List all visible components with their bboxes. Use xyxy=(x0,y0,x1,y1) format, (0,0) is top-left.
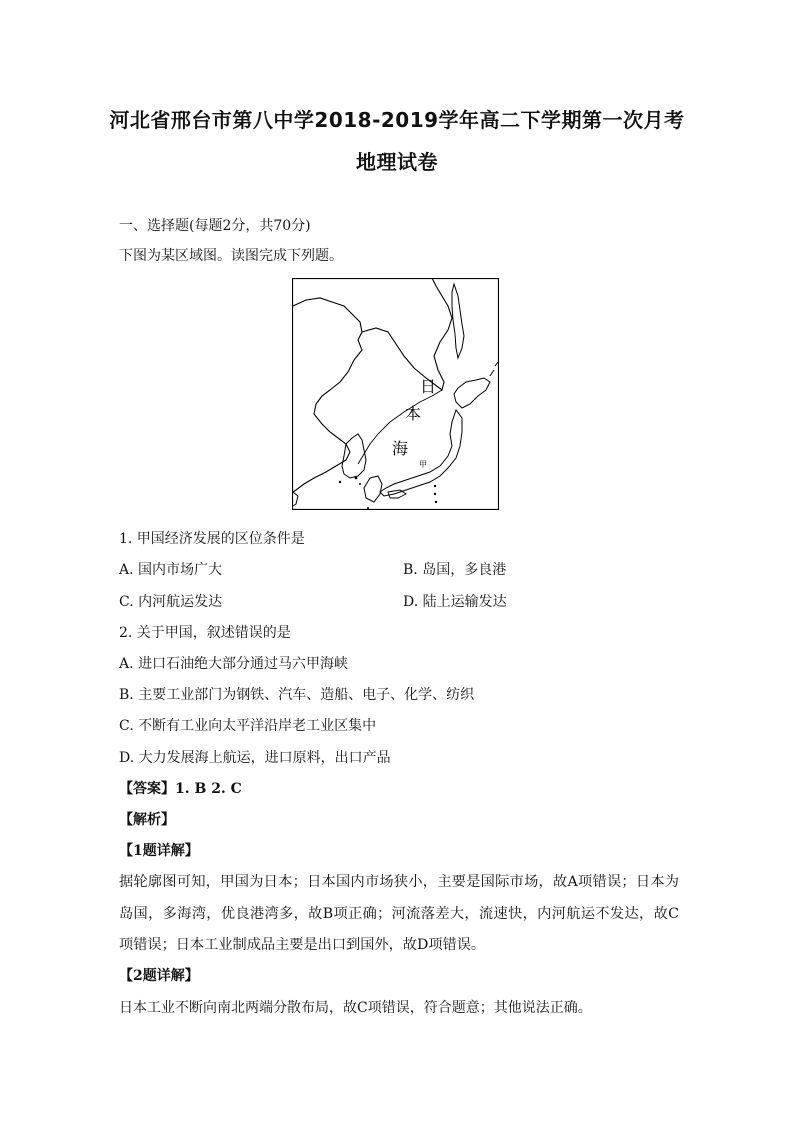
q1-option-d: D. 陆上运输发达 xyxy=(403,594,507,610)
q2-stem: 2. 关于甲国，叙述错误的是 xyxy=(119,625,291,641)
region-map xyxy=(292,278,499,510)
map-marker-jia: 甲 xyxy=(419,460,427,469)
map-frame xyxy=(293,279,499,510)
question-intro: 下图为某区域图。读图完成下列题。 xyxy=(119,248,343,264)
detail2-text: 日本工业不断向南北两端分散布局，故C项错误，符合题意；其他说法正确。 xyxy=(119,1000,592,1016)
map-label-ri: 日 xyxy=(419,377,437,396)
map-label-hai: 海 xyxy=(391,439,409,458)
q1-option-c: C. 内河航运发达 xyxy=(119,594,223,610)
q2-option-a: A. 进口石油绝大部分通过马六甲海峡 xyxy=(119,656,349,672)
section-heading: 一、选择题(每题2分，共70分) xyxy=(119,218,311,234)
map-label-ben: 本 xyxy=(404,404,422,423)
document-subtitle: 地理试卷 xyxy=(356,150,438,174)
q2-option-d: D. 大力发展海上航运，进口原料，出口产品 xyxy=(119,750,391,766)
detail1-heading: 【1题详解】 xyxy=(119,843,199,859)
q1-option-b: B. 岛国，多良港 xyxy=(403,562,507,578)
q1-option-a: A. 国内市场广大 xyxy=(119,562,223,578)
document-title: 河北省邢台市第八中学2018-2019学年高二下学期第一次月考 xyxy=(109,108,685,132)
q2-option-c: C. 不断有工业向太平洋沿岸老工业区集中 xyxy=(119,718,377,734)
q2-option-b: B. 主要工业部门为钢铁、汽车、造船、电子、化学、纺织 xyxy=(119,687,475,703)
answer-line: 【答案】1. B 2. C xyxy=(119,781,242,797)
detail1-text: 据轮廓图可知，甲国为日本；日本国内市场狭小，主要是国际市场，故A项错误；日本为岛国，多海湾，优良港湾多，故B项正确；河流落差大，流速快，内河航运不发达，故C项错误；日本工业制成品主要是出口到国外，故D项错误。 xyxy=(119,874,679,953)
analysis-heading: 【解析】 xyxy=(119,812,175,828)
q1-stem: 1. 甲国经济发展的区位条件是 xyxy=(119,531,305,547)
detail2-heading: 【2题详解】 xyxy=(119,968,199,984)
